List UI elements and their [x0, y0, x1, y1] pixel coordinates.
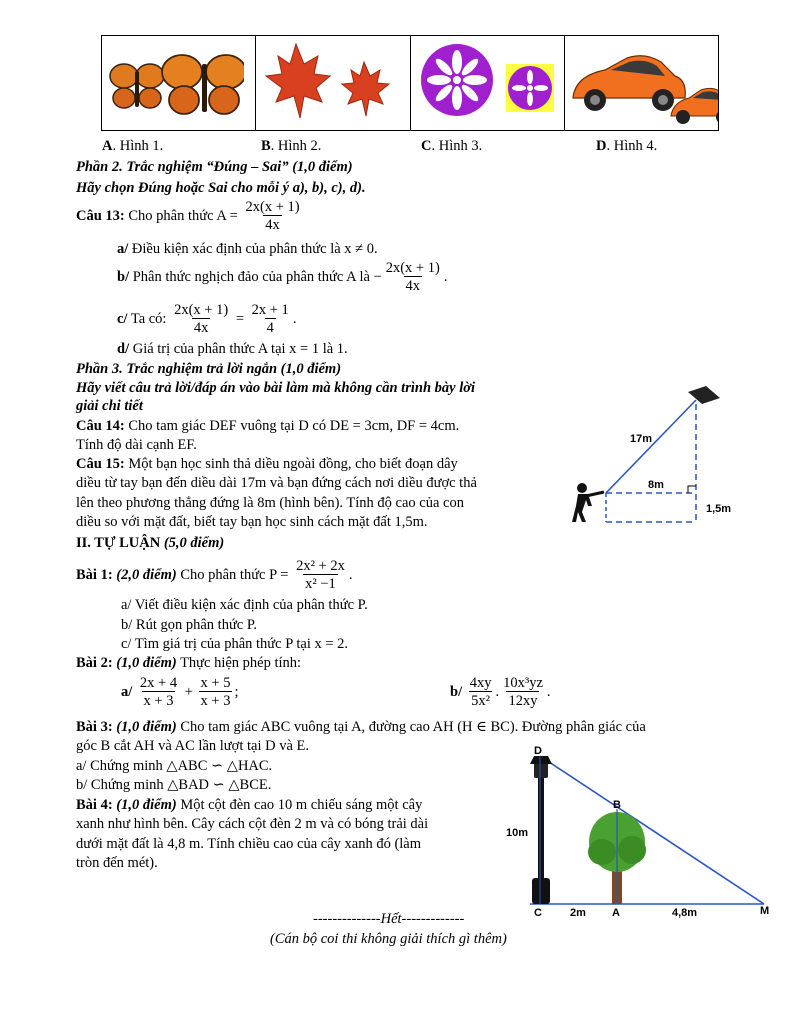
bai4-line-3: dưới mặt đất là 4,8 m. Tính chiều cao của cây xanh đó (làm: [76, 836, 422, 852]
kite-hand-label: 1,5m: [706, 503, 732, 515]
bai1: Bài 1: (2,0 điểm) Cho phân thức P = $\frac{\text{2x² + 2x}}{\text{x² −1}}$ .: [76, 558, 353, 593]
bai4-line-1: Bài 4: (1,0 điểm) Một cột đèn cao 10 m chiếu sáng một cây: [76, 797, 423, 813]
bai2: Bài 2: (1,0 điểm) Thực hiện phép tính:: [76, 655, 302, 671]
bai3-line-1: Bài 3: (1,0 điểm) Cho tam giác ABC vuông tại A, đường cao AH (H ∈ BC). Đường phân giác của: [76, 719, 646, 735]
maple-leaf-large-icon: [266, 44, 330, 118]
light-ray: [540, 756, 764, 904]
bai4-line-2: xanh như hình bên. Cây cách cột đèn 2 m và có bóng trải dài: [76, 816, 429, 832]
kite-figure: [560, 382, 750, 532]
bai3-line-2: góc B cắt AH và AC lần lượt tại D và E.: [76, 738, 309, 754]
maple-leaf-small-icon: [342, 62, 389, 116]
figure-options-table: [101, 35, 719, 131]
q13-b-fraction: $\frac{2x(x + 1)}{4x}$: [385, 260, 440, 295]
label-b: B: [613, 799, 621, 811]
option-b: B. Hình 2.: [261, 138, 322, 154]
q15-line-3: lên theo phương thẳng đứng là 8m (hình bên). Tính độ cao của con: [76, 495, 464, 511]
part3-instruction-2: giải chi tiết: [76, 398, 143, 414]
bai1-fraction: $\frac{\text{2x² + 2x}}{\text{x² −1}}$: [296, 558, 345, 593]
figure-1-butterflies: [102, 36, 256, 130]
part3-title: Phần 3. Trắc nghiệm trả lời ngắn (1,0 điểm): [76, 361, 342, 377]
footer-note: (Cán bộ coi thi không giải thích gì thêm): [270, 931, 507, 947]
q15-line-1: Câu 15: Một bạn học sinh thả diều ngoài đồng, cho biết đoạn dây: [76, 456, 458, 472]
part2-title: Phần 2. Trắc nghiệm “Đúng – Sai” (1,0 điểm): [76, 159, 353, 175]
label-m: M: [760, 905, 770, 917]
q13-a: a/ Điều kiện xác định của phân thức là x ≠ 0.: [117, 241, 378, 257]
q13-d: d/ Giá trị của phân thức A tại x = 1 là 1.: [117, 341, 348, 357]
kite-string-label: 17m: [630, 433, 653, 445]
q13-c: c/ Ta có: $\frac{2x(x + 1)}{4x}$ = $\frac{2x + 1}{4}$ .: [117, 302, 297, 337]
ca-label: 2m: [570, 907, 586, 919]
lamp-post-icon: [530, 756, 552, 904]
part3-instruction-1: Hãy viết câu trả lời/đáp án vào bài làm mà không cần trình bày lời: [76, 380, 476, 396]
q15-line-4: diều so với mặt đất, biết tay bạn học sinh cách mặt đất 1,5m.: [76, 514, 428, 530]
lamp-figure: [500, 742, 785, 922]
bai2-b: b/ $\frac{4xy}{\text{5x²}}$ . $\frac{\text{10x³yz}}{12xy}$ .: [450, 675, 551, 710]
q14-line-2: Tính độ dài cạnh EF.: [76, 437, 197, 453]
bai3-b: b/ Chứng minh △BAD ∽ △BCE.: [76, 777, 272, 793]
q15-line-2: diều từ tay bạn đến diều dài 17m và bạn đứng cách nơi diều được thả: [76, 475, 477, 491]
label-a: A: [612, 907, 620, 919]
q13-b: b/ Phân thức nghịch đảo của phân thức A là − $\frac{2x(x + 1)}{4x}$ .: [117, 260, 448, 295]
butterfly-small-icon: [110, 64, 164, 108]
q13-fraction: $\frac{2x(x + 1)}{4x}$: [245, 199, 300, 234]
label-d: D: [534, 745, 542, 757]
figure-4-toy-cars: [565, 36, 718, 130]
kite-distance-label: 8m: [648, 479, 664, 491]
essay-title: II. TỰ LUẬN (5,0 điểm): [76, 535, 225, 551]
figure-2-maple-leaves: [256, 36, 410, 130]
am-label: 4,8m: [672, 907, 698, 919]
q14-line-1: Câu 14: Cho tam giác DEF vuông tại D có DE = 3cm, DF = 4cm.: [76, 418, 460, 434]
kite-icon: [688, 386, 720, 404]
bai1-b: b/ Rút gọn phân thức P.: [121, 617, 257, 633]
butterfly-large-icon: [162, 55, 244, 114]
option-c: C. Hình 3.: [421, 138, 483, 154]
flower-circle-large-icon: [421, 44, 493, 116]
bai4-line-4: tròn đến mét).: [76, 855, 158, 871]
car-large-icon: [573, 56, 685, 111]
bai1-a: a/ Viết điều kiện xác định của phân thức P.: [121, 597, 368, 613]
figure-3-flower-circles: [411, 36, 565, 130]
part2-instruction: Hãy chọn Đúng hoặc Sai cho mỗi ý a), b), c), d).: [76, 180, 366, 196]
option-a: A. Hình 1.: [102, 138, 164, 154]
flower-circle-small-icon: [508, 66, 552, 110]
bai1-c: c/ Tìm giá trị của phân thức P tại x = 2.: [121, 636, 349, 652]
student-icon: [572, 483, 604, 522]
option-d: D. Hình 4.: [596, 138, 658, 154]
q13: Câu 13: Cho phân thức A = $\frac{2x(x + 1)}{4x}$: [76, 199, 300, 234]
bai2-a: a/ $\frac{2x + 4}{x + 3}$ + $\frac{x + 5}{x + 3}$ ;: [121, 675, 239, 710]
height-label: 10m: [506, 827, 529, 839]
bai3-a: a/ Chứng minh △ABC ∽ △HAC.: [76, 758, 273, 774]
label-c: C: [534, 907, 542, 919]
end-marker: --------------Hết-------------: [313, 911, 465, 927]
